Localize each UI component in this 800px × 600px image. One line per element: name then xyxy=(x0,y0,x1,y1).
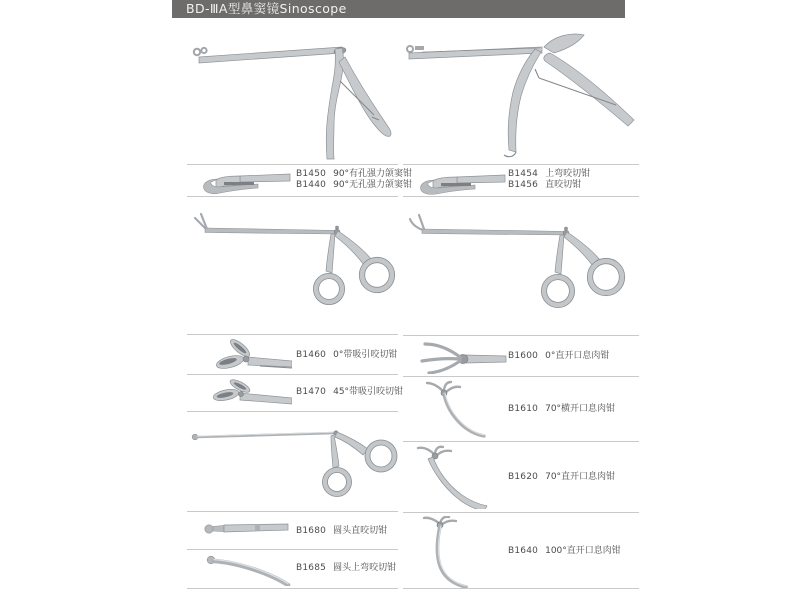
product-code: B1450 xyxy=(296,169,327,179)
thumb-b1450-punch-jaw-image xyxy=(200,167,292,195)
product-code: B1456 xyxy=(508,180,539,190)
finger-ring xyxy=(323,468,352,497)
product-name: 0°直开口息肉钳 xyxy=(545,351,610,361)
photo-thin-shaft-forceps xyxy=(186,416,399,509)
separator xyxy=(187,334,398,335)
product-label-b1685 xyxy=(296,563,396,574)
finger-ring xyxy=(365,440,397,472)
separator xyxy=(403,376,639,377)
photo-blakesley-forceps xyxy=(186,202,399,332)
separator xyxy=(187,374,398,375)
product-code: B1470 xyxy=(296,387,327,397)
product-label-b1610 xyxy=(508,404,615,415)
product-label-b1450-b1440 xyxy=(296,169,412,191)
separator xyxy=(403,588,639,589)
product-label xyxy=(296,350,397,361)
thumb-b1610-bent-polyp-forceps-image xyxy=(420,380,490,438)
finger-ring xyxy=(359,257,394,292)
finger-ring xyxy=(541,274,574,307)
page-title: BD-ⅢA型鼻窦镜Sinoscope xyxy=(186,1,347,16)
product-name: 90°无孔强力颌窦钳 xyxy=(333,180,413,190)
separator xyxy=(187,588,398,589)
product-label xyxy=(508,180,590,191)
product-name: 70°直开口息肉钳 xyxy=(545,472,616,482)
product-label-b1600 xyxy=(508,351,609,362)
product-label xyxy=(296,180,412,191)
thumb-b1680-round-head-straight-image xyxy=(200,517,292,539)
finger-ring xyxy=(313,273,344,304)
thumb-b1640-deep-curved-polyp-forceps-image xyxy=(420,516,490,588)
thumb-b1685-round-head-curved-image xyxy=(200,552,292,586)
product-name: 45°带吸引咬切钳 xyxy=(333,387,404,397)
product-label xyxy=(508,404,615,415)
product-label-b1470 xyxy=(296,387,403,398)
product-code: B1460 xyxy=(296,350,327,360)
separator xyxy=(187,164,398,165)
product-name: 圆头上弯咬切钳 xyxy=(333,563,397,573)
product-code: B1610 xyxy=(508,404,539,414)
product-label xyxy=(296,169,412,180)
product-name: 圆头直咬切钳 xyxy=(333,526,388,536)
separator xyxy=(187,511,398,512)
separator xyxy=(403,335,639,336)
product-label xyxy=(508,169,590,180)
product-name: 0°带吸引咬切钳 xyxy=(333,350,398,360)
product-name: 直咬切钳 xyxy=(545,180,582,190)
product-label-b1460 xyxy=(296,350,397,361)
product-label xyxy=(296,526,387,537)
product-code: B1454 xyxy=(508,169,539,179)
separator xyxy=(403,512,639,513)
product-label-b1620 xyxy=(508,472,615,483)
thumb-b1600-polyp-grasper-tip-image xyxy=(410,338,508,374)
thumb-b1470-suction-cutting-tip-image xyxy=(200,378,292,408)
product-code: B1440 xyxy=(296,180,327,190)
photo-blakesley-forceps-right xyxy=(402,202,639,332)
product-label xyxy=(296,387,403,398)
product-code: B1640 xyxy=(508,546,539,556)
separator xyxy=(187,411,398,412)
product-name: 100°直开口息肉钳 xyxy=(545,546,621,556)
header-bar xyxy=(172,0,625,18)
separator xyxy=(403,441,639,442)
product-label-b1680 xyxy=(296,526,387,537)
product-label xyxy=(508,546,621,557)
product-label-b1454-b1456 xyxy=(508,169,590,191)
photo-antrum-punch-forceps xyxy=(186,21,399,163)
product-code: B1685 xyxy=(296,563,327,573)
finger-ring xyxy=(587,258,624,295)
product-name: 90°有孔强力颌窦钳 xyxy=(333,169,413,179)
thumb-b1454-punch-jaw-image xyxy=(415,167,507,195)
product-name: 70°横开口息肉钳 xyxy=(545,404,616,414)
product-label xyxy=(296,563,396,574)
separator xyxy=(403,196,639,197)
product-code: B1620 xyxy=(508,472,539,482)
separator xyxy=(187,549,398,550)
photo-kerrison-punch-forceps xyxy=(402,21,639,163)
product-label-b1640 xyxy=(508,546,621,557)
product-code: B1600 xyxy=(508,351,539,361)
product-code: B1680 xyxy=(296,526,327,536)
thumb-b1460-suction-cutting-tip-image xyxy=(200,337,292,373)
thumb-b1620-curved-polyp-forceps-image xyxy=(415,445,493,509)
separator xyxy=(403,164,639,165)
product-label xyxy=(508,351,609,362)
separator xyxy=(187,196,398,197)
product-name: 上弯咬切钳 xyxy=(545,169,591,179)
product-label xyxy=(508,472,615,483)
